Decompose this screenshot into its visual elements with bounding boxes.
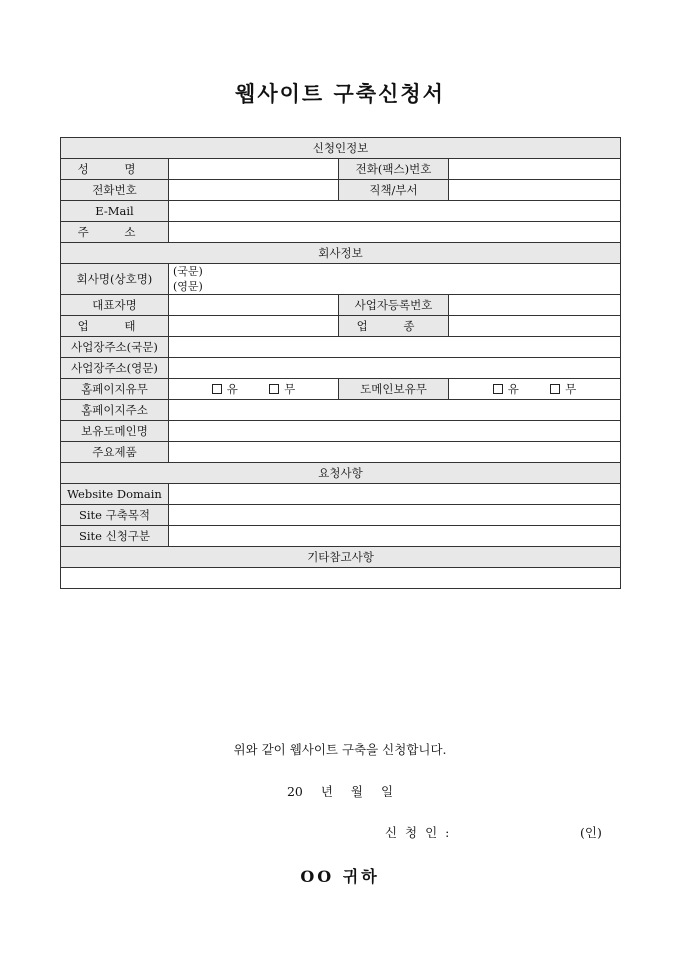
biz-addr-kr-label: 사업장주소(국문) [61,337,169,358]
email-label: E-Mail [61,201,169,222]
table-row [61,316,621,337]
date-month-unit: 월 [350,784,363,799]
biz-reg-no-field[interactable] [449,295,621,316]
company-name-label: 회사명(상호명) [61,264,169,295]
biz-item-field[interactable] [449,316,621,337]
biz-type-label: 업 태 [61,316,169,337]
biz-type-field[interactable] [169,316,339,337]
address-field[interactable] [169,222,621,243]
addressee: OO 귀하 [300,867,380,886]
domain-exists-label: 도메인보유무 [339,379,449,400]
section-row [61,547,621,568]
homepage-no-checkbox[interactable] [269,384,279,394]
site-type-label: Site 신청구분 [61,526,169,547]
section-row [61,463,621,484]
position-field[interactable] [449,180,621,201]
position-label: 직책/부서 [339,180,449,201]
homepage-no-label: 무 [284,382,296,396]
ceo-field[interactable] [169,295,339,316]
table-row [61,484,621,505]
website-domain-field[interactable] [169,484,621,505]
homepage-exists-options [169,379,339,400]
application-statement: 위와 같이 웹사이트 구축을 신청합니다. [233,742,447,757]
homepage-yes-label: 유 [226,382,238,396]
applicant-signature-label: 신 청 인 : [385,825,452,840]
biz-addr-kr-field[interactable] [169,337,621,358]
homepage-addr-label: 홈페이지주소 [61,400,169,421]
phone-field[interactable] [169,180,339,201]
ceo-label: 대표자명 [61,295,169,316]
owned-domain-label: 보유도메인명 [61,421,169,442]
email-field[interactable] [169,201,621,222]
name-field[interactable] [169,159,339,180]
table-row [61,201,621,222]
main-products-label: 주요제품 [61,442,169,463]
table-row [61,180,621,201]
table-row [61,526,621,547]
company-name-field[interactable] [169,264,621,295]
owned-domain-field[interactable] [169,421,621,442]
seal-mark: (인) [580,825,602,840]
table-row [61,505,621,526]
name-label: 성 명 [61,159,169,180]
table-row [61,568,621,589]
website-domain-label: Website Domain [61,484,169,505]
domain-exists-options [449,379,621,400]
biz-reg-no-label: 사업자등록번호 [339,295,449,316]
date-year-unit: 년 [320,784,333,799]
date-day-unit: 일 [380,784,394,799]
memo-field[interactable] [61,568,621,589]
phone-fax-field[interactable] [449,159,621,180]
table-row [61,442,621,463]
table-row [61,358,621,379]
table-row [61,222,621,243]
section-applicant: 신청인정보 [61,138,621,159]
homepage-exists-label: 홈페이지유무 [61,379,169,400]
application-date [0,782,680,800]
section-row [61,138,621,159]
homepage-yes-checkbox[interactable] [212,384,222,394]
biz-addr-en-field[interactable] [169,358,621,379]
section-memo: 기타참고사항 [61,547,621,568]
section-row [61,243,621,264]
homepage-addr-field[interactable] [169,400,621,421]
table-row [61,400,621,421]
company-name-kr-label: (국문) [173,265,203,278]
main-products-field[interactable] [169,442,621,463]
domain-no-label: 무 [565,382,577,396]
company-name-en-label: (영문) [173,280,203,293]
table-row [61,264,621,295]
domain-yes-checkbox[interactable] [493,384,503,394]
domain-no-checkbox[interactable] [550,384,560,394]
phone-label: 전화번호 [61,180,169,201]
table-row [61,159,621,180]
document-title: 웹사이트 구축신청서 [235,81,445,106]
site-purpose-field[interactable] [169,505,621,526]
table-row [61,379,621,400]
site-purpose-label: Site 구축목적 [61,505,169,526]
address-label: 주 소 [61,222,169,243]
site-type-field[interactable] [169,526,621,547]
phone-fax-label: 전화(팩스)번호 [339,159,449,180]
domain-yes-label: 유 [507,382,519,396]
biz-addr-en-label: 사업장주소(영문) [61,358,169,379]
application-form [60,137,621,589]
table-row [61,295,621,316]
table-row [61,337,621,358]
section-company: 회사정보 [61,243,621,264]
table-row [61,421,621,442]
section-request: 요청사항 [61,463,621,484]
date-year: 20 [286,784,303,799]
biz-item-label: 업 종 [339,316,449,337]
